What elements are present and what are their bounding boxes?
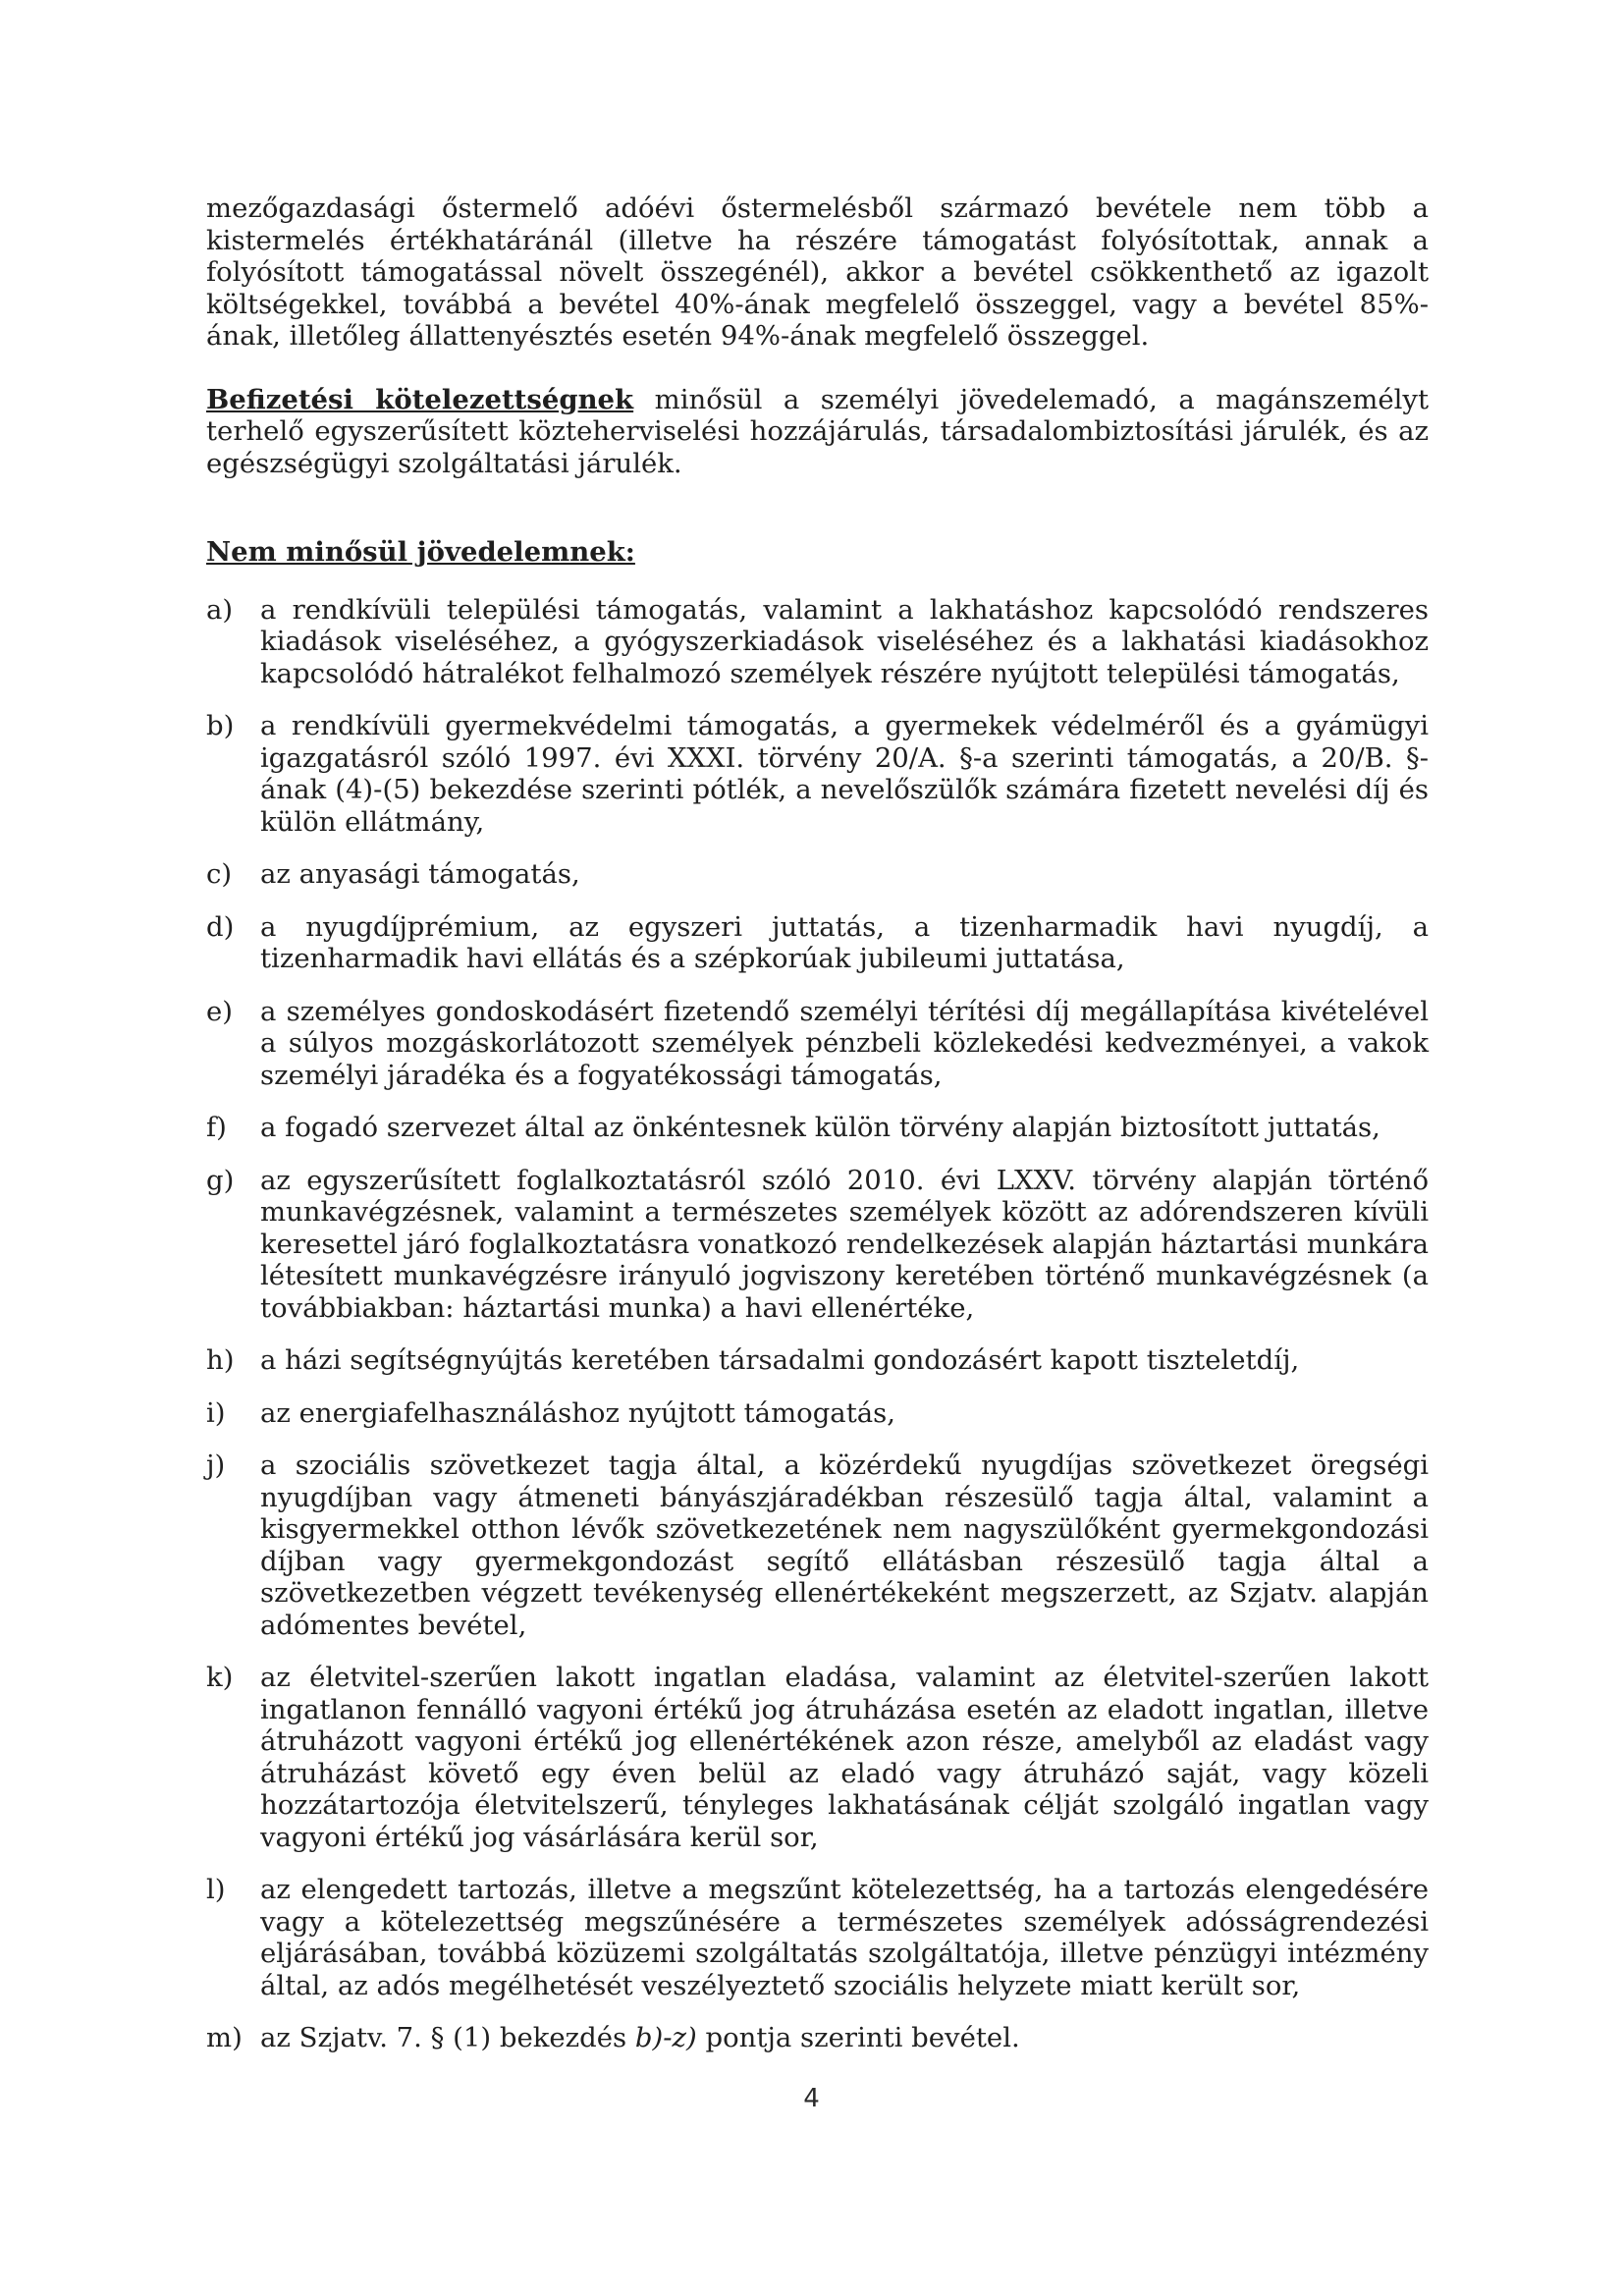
list-item-text: az anyasági támogatás, xyxy=(260,858,580,890)
obligation-paragraph xyxy=(206,384,1429,480)
list-item xyxy=(206,996,1429,1092)
list-item-text-after: pontja szerinti bevétel. xyxy=(696,2022,1020,2053)
list-item xyxy=(206,858,1429,891)
list-item-text: a rendkívüli gyermekvédelmi támogatás, a gyermekek védelméről és a gyámügyi igazgatásról szóló 1997. évi XXXI. törvény 20/A. §-a szerinti támogatás, a 20/B. §-ának (4)-(5) bekezdése szerinti pótlék, a nevelőszülők számára fizetett nevelési díj és külön ellátmány, xyxy=(260,710,1429,838)
list-marker: e) xyxy=(206,995,234,1027)
list-marker: a) xyxy=(206,593,234,626)
list-marker: k) xyxy=(206,1662,234,1693)
list-item xyxy=(206,710,1429,838)
list-item-text: az életvitel-szerűen lakott ingatlan eladása, valamint az életvitel-szerűen lakott ingatlanon fennálló vagyoni értékű jog átruházása esetén az eladott ingatlan, illetve átruházott vagyoni értékű jog ellenértékének azon része, amelyből az eladást vagy átruházást követő egy éven belül az eladó vagy átruházó saját, vagy közeli hozzátartozója életvitelszerű, tényleges lakhatásának célját szolgáló ingatlan vagy vagyoni értékű jog vásárlására kerül sor, xyxy=(260,1662,1429,1853)
list-item-text: az elengedett tartozás, illetve a megszűnt kötelezettség, ha a tartozás elengedésére vagy a kötelezettség megszűnésére a természetes személyek adósságrendezési eljárásában, továbbá közüzemi szolgáltatás szolgáltatója, illetve pénzügyi intézmény által, az adós megélhetését veszélyeztető szociális helyzete miatt került sor, xyxy=(260,1874,1429,2001)
list-item xyxy=(206,1112,1429,1144)
list-item xyxy=(206,1449,1429,1641)
list-marker: g) xyxy=(206,1164,235,1196)
list-marker: m) xyxy=(206,2022,243,2053)
list-marker: j) xyxy=(206,1449,226,1481)
list-item-text: az energiafelhasználáshoz nyújtott támogatás, xyxy=(260,1396,896,1429)
list-item-text-before: az Szjatv. 7. § (1) bekezdés xyxy=(260,2022,635,2053)
list-item-last xyxy=(206,2022,1429,2054)
list-item xyxy=(206,911,1429,975)
page-number: 4 xyxy=(803,2084,820,2113)
document-page xyxy=(206,192,1429,2075)
list-item-text: az egyszerűsített foglalkoztatásról szóló 2010. évi LXXV. törvény alapján történő munkavégzésnek, valamint a természetes személyek között az adórendszeren kívüli keresettel járó foglalkoztatásra vonatkozó rendelkezések alapján háztartási munkára létesített munkavégzésre irányuló jogviszony keretében történő munkavégzésnek (a továbbiakban: háztartási munka) a havi ellenértéke, xyxy=(260,1164,1429,1324)
list-item-text: a rendkívüli települési támogatás, valamint a lakhatáshoz kapcsolódó rendszeres kiadások viseléséhez, a gyógyszerkiadások viseléséhez és a lakhatási kiadásokhoz kapcsolódó hátralékot felhalmozó személyek részére nyújtott települési támogatás, xyxy=(260,593,1429,689)
list-marker: d) xyxy=(206,910,235,943)
income-exclusions-list xyxy=(206,594,1429,2054)
list-item-text: a személyes gondoskodásért fizetendő személyi térítési díj megállapítása kivételével a súlyos mozgáskorlátozott személyek pénzbeli közlekedési kedvezményei, a vakok személyi járadéka és a fogyatékossági támogatás, xyxy=(260,995,1429,1091)
obligation-text: minősül a személyi jövedelemadó, a magánszemélyt terhelő egyszerűsített közteherviselési hozzájárulás, társadalombiztosítási járulék, és az egészségügyi szolgáltatási járulék. xyxy=(206,383,1430,479)
list-marker: b) xyxy=(206,710,235,741)
obligation-lead: Befizetési kötelezettségnek xyxy=(206,383,634,415)
list-item xyxy=(206,1874,1429,2001)
list-item xyxy=(206,1344,1429,1377)
list-marker: h) xyxy=(206,1344,235,1376)
list-item xyxy=(206,1165,1429,1325)
section-title: Nem minősül jövedelemnek: xyxy=(206,536,635,568)
list-item-text: a nyugdíjprémium, az egyszeri juttatás, a tizenharmadik havi nyugdíj, a tizenharmadik havi ellátás és a szépkorúak jubileumi juttatása, xyxy=(260,910,1429,974)
list-item-text: a szociális szövetkezet tagja által, a közérdekű nyugdíjas szövetkezet öregségi nyugdíjban vagy átmeneti bányászjáradékban részesülő tagja által, valamint a kisgyermekkel otthon lévők szövetkezetének nem nagyszülőként gyermekgondozási díjban vagy gyermekgondozást segítő ellátásban részesülő tagja által a szövetkezetben végzett tevékenység ellenértékeként megszerzett, az Szjatv. alapján adómentes bevétel, xyxy=(260,1449,1429,1641)
list-marker: c) xyxy=(206,858,233,890)
list-item-text: a fogadó szervezet által az önkéntesnek külön törvény alapján biztosított juttatás, xyxy=(260,1112,1380,1143)
list-item xyxy=(206,1662,1429,1853)
list-item xyxy=(206,594,1429,690)
list-marker: i) xyxy=(206,1396,226,1429)
list-item-text-italic: b)-z) xyxy=(634,2022,697,2053)
intro-paragraph: mezőgazdasági őstermelő adóévi őstermelésből származó bevétele nem több a kistermelés értékhatáránál (illetve ha részére támogatást folyósítottak, annak a folyósított támogatással növelt összegénél), akkor a bevétel csökkenthető az igazolt költségekkel, továbbá a bevétel 40%-ának megfelelő összeggel, vagy a bevétel 85%-ának, illetőleg állattenyésztés esetén 94%-ának megfelelő összeggel. xyxy=(206,192,1429,352)
list-marker: l) xyxy=(206,1874,226,1905)
list-item xyxy=(206,1397,1429,1430)
list-item-text: a házi segítségnyújtás keretében társadalmi gondozásért kapott tiszteletdíj, xyxy=(260,1344,1300,1376)
list-marker: f) xyxy=(206,1112,227,1143)
